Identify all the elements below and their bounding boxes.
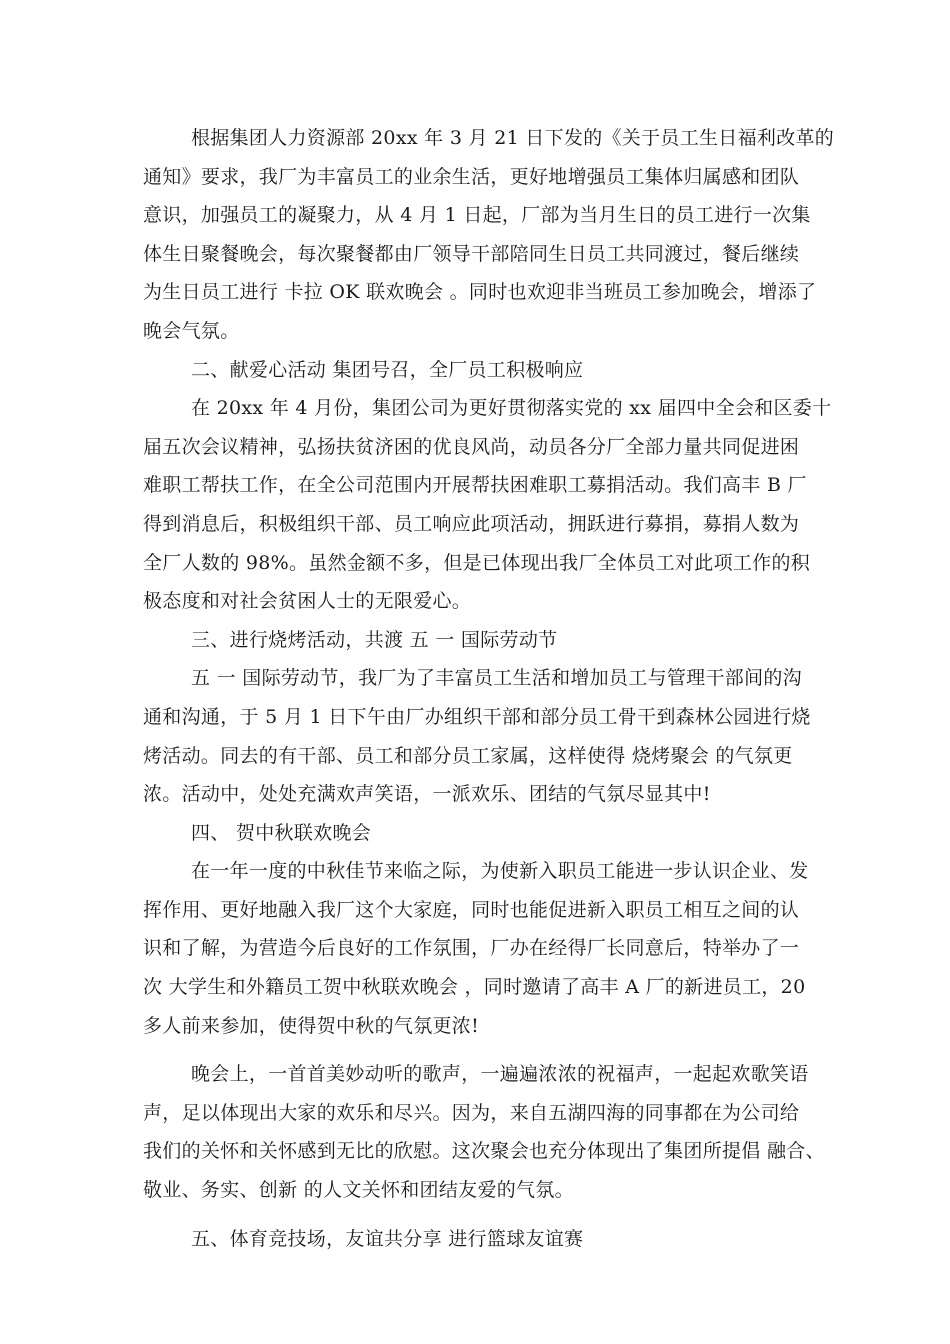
paragraph-line: 识和了解，为营造今后良好的工作氛围，厂办在经得厂长同意后，特举办了一 [143, 937, 800, 960]
paragraph-line: 敬业、务实、创新 的人文关怀和团结友爱的气氛。 [143, 1179, 574, 1202]
paragraph-gap [143, 1045, 823, 1055]
paragraph-line: 晚会上，一首首美妙动听的歌声，一遍遍浓浓的祝福声，一起起欢歌笑语 [191, 1063, 809, 1086]
paragraph-line: 晚会气氛。 [143, 319, 240, 342]
paragraph-gap [143, 1210, 823, 1220]
paragraph-line: 我们的关怀和关怀感到无比的欣慰。这次聚会也充分体现出了集团所提倡 融合、 [143, 1140, 825, 1163]
paragraph-line: 难职工帮扶工作，在全公司范围内开展帮扶困难职工募捐活动。我们高丰 B 厂 [143, 474, 807, 497]
paragraph-barbecue [143, 659, 823, 813]
paragraph-line: 次 大学生和外籍员工贺中秋联欢晚会 ，同时邀请了高丰 A 厂的新进员工，20 [143, 976, 806, 999]
document-body [143, 119, 835, 1258]
section-heading-charity: 二、献爱心活动 集团号召，全厂员工积极响应 [191, 358, 584, 381]
paragraph-line: 烤活动。同去的有干部、员工和部分员工家属，这样使得 烧烤聚会 的气氛更 [143, 744, 793, 767]
paragraph-line: 在 20xx 年 4 月份，集团公司为更好贯彻落实党的 xx 届四中全会和区委十 [191, 397, 832, 420]
paragraph-line: 为生日员工进行 卡拉 OK 联欢晚会 。同时也欢迎非当班员工参加晚会，增添了 [143, 281, 817, 304]
paragraph-line: 挥作用、更好地融入我厂这个大家庭，同时也能促进新入职员工相互之间的认 [143, 898, 800, 921]
paragraph-line: 体生日聚餐晚会，每次聚餐都由厂领导干部陪同生日员工共同渡过，餐后继续 [143, 242, 800, 265]
paragraph-line: 通知》要求，我厂为丰富员工的业余生活，更好地增强员工集体归属感和团队 [143, 165, 800, 188]
paragraph-birthday-party [143, 119, 835, 351]
paragraph-line: 多人前来参加，使得贺中秋的气氛更浓! [143, 1014, 480, 1037]
paragraph-charity [143, 389, 832, 621]
paragraph-line: 全厂人数的 98%。虽然金额不多，但是已体现出我厂全体员工对此项工作的积 [143, 551, 811, 574]
paragraph-line: 得到消息后，积极组织干部、员工响应此项活动，拥跃进行募捐，募捐人数为 [143, 512, 800, 535]
paragraph-line: 五 一 国际劳动节，我厂为了丰富员工生活和增加员工与管理干部间的沟 [191, 667, 802, 690]
section-heading-basketball: 五、体育竞技场，友谊共分享 进行篮球友谊赛 [191, 1227, 584, 1250]
paragraph-line: 意识，加强员工的凝聚力，从 4 月 1 日起，厂部为当月生日的员工进行一次集 [143, 204, 811, 227]
paragraph-line: 通和沟通，于 5 月 1 日下午由厂办组织干部和部分员工骨干到森林公园进行烧 [143, 705, 811, 728]
paragraph-line: 声，足以体现出大家的欢乐和尽兴。因为，来自五湖四海的同事都在为公司给 [143, 1101, 800, 1124]
paragraph-mid-autumn [143, 852, 823, 1045]
paragraph-line: 极态度和对社会贫困人士的无限爱心。 [143, 590, 472, 613]
paragraph-line: 届五次会议精神，弘扬扶贫济困的优良风尚，动员各分厂全部力量共同促进困 [143, 435, 800, 458]
section-heading-mid-autumn: 四、 贺中秋联欢晚会 [191, 821, 372, 844]
section-heading-barbecue: 三、进行烧烤活动，共渡 五 一 国际劳动节 [191, 628, 558, 651]
paragraph-evening-party [143, 1055, 823, 1209]
paragraph-line: 浓。活动中，处处充满欢声笑语，一派欢乐、团结的气氛尽显其中! [143, 783, 711, 806]
paragraph-line: 在一年一度的中秋佳节来临之际，为使新入职员工能进一步认识企业、发 [191, 860, 809, 883]
paragraph-line: 根据集团人力资源部 20xx 年 3 月 21 日下发的《关于员工生日福利改革的 [191, 127, 835, 149]
